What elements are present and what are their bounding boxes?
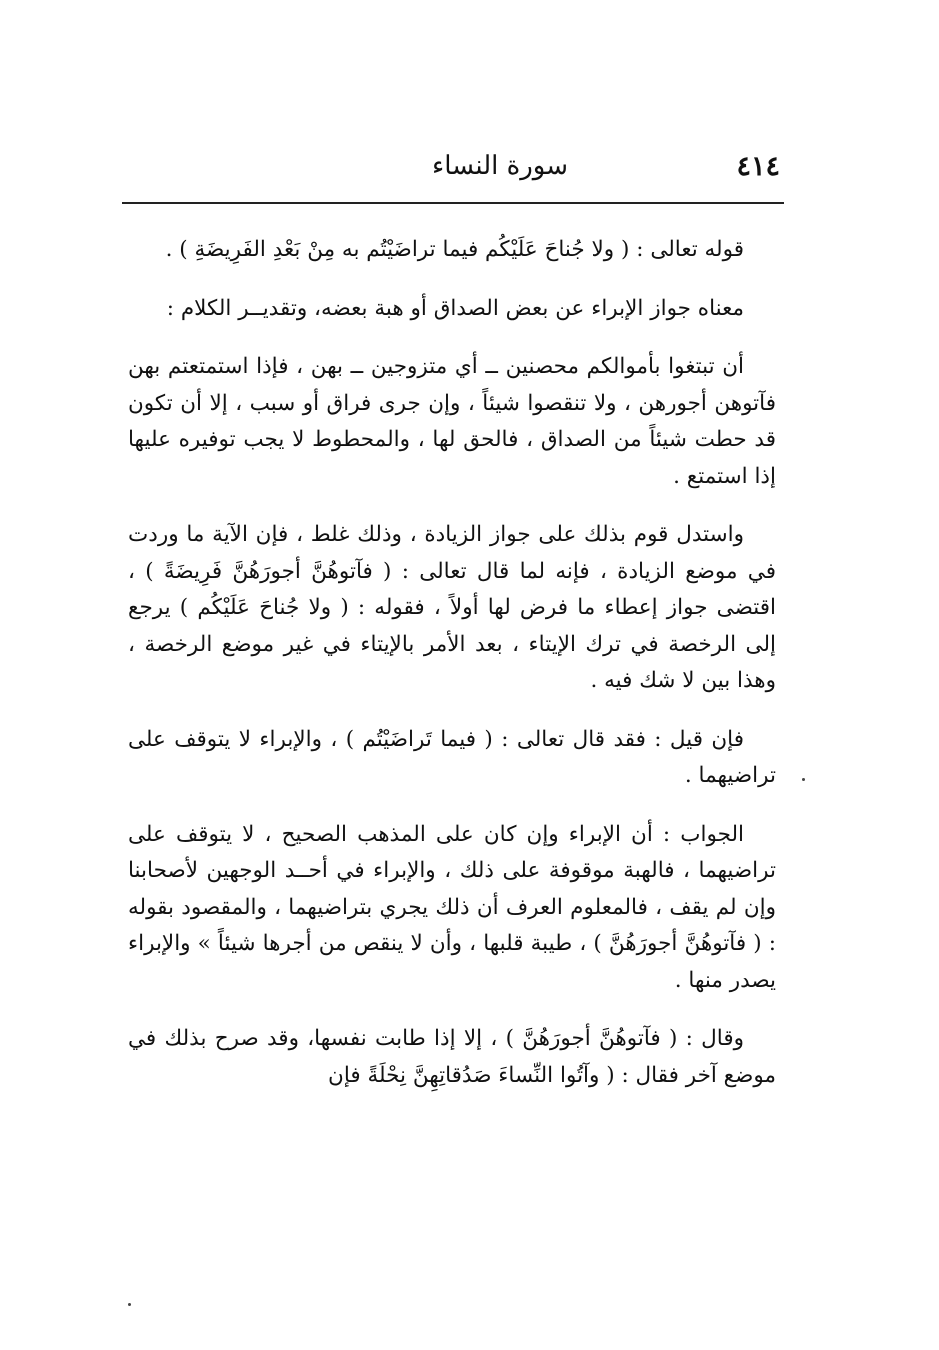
- paragraph: فإن قيل : فقد قال تعالى : ( فيما تَراضَيْتُم ) ، والإبراء لا يتوقف على تراضيهما .: [128, 726, 776, 788]
- scan-speck: [802, 778, 805, 781]
- paragraph: قوله تعالى : ( ولا جُناحَ عَلَيْكُم فيما تراضَيْتُم به مِنْ بَعْدِ الفَرِيضَةِ ) .: [165, 237, 744, 262]
- page-number: ٤١٤: [736, 151, 780, 182]
- body-text: [128, 232, 776, 1116]
- paragraph: الجواب : أن الإبراء وإن كان على المذهب الصحيح ، لا يتوقف على تراضيهما ، فالهبة موقوفة على ذلك ، والإبراء في أحــد الوجهين لأصحابنا وإن لم يقف ، فالمعلوم العرف أن ذلك يجري بتراضيهما ، والمقصود بقوله : ( فآتوهُنَّ أجورَهُنَّ ) ، طيبة قلبها ، وأن لا ينقص من أجرها شيئاً » والإبراء يصدر منها .: [128, 821, 776, 993]
- page-header: [120, 147, 780, 191]
- paragraph: أن تبتغوا بأموالكم محصنين ــ أي متزوجين ــ بهن ، فإذا استمتعتم بهن فآتوهن أجورهن ، ولا تنقصوا شيئاً ، وإن جرى فراق أو سبب ، إلا أن تكون قد حطت شيئاً من الصداق ، فالحق لها ، والمحطوط لا يجب توفيره عليها إذا استمتع .: [128, 354, 776, 489]
- paragraph: معناه جواز الإبراء عن بعض الصداق أو هبة بعضه، وتقديــر الكلام :: [166, 295, 744, 321]
- paragraph: واستدل قوم بذلك على جواز الزيادة ، وذلك غلط ، فإن الآية ما وردت في موضع الزيادة ، فإنه لما قال تعالى : ( فآتوهُنَّ أجورَهُنَّ فَرِيضَةً ) ، اقتضى جواز إعطاء ما فرض لها أولاً ، فقوله : ( ولا جُناحَ عَلَيْكُم ) يرجع إلى الرخصة في ترك الإيتاء ، بعد الأمر بالإيتاء في غير موضع الرخصة ، وهذا بين لا شك فيه .: [128, 522, 776, 693]
- header-divider: [122, 202, 784, 204]
- running-title: سورة النساء: [432, 151, 568, 181]
- paragraph: وقال : ( فآتوهُنَّ أجورَهُنَّ ) ، إلا إذا طابت نفسها، وقد صرح بذلك في موضع آخر فقال : ( وآتُوا النِّساءَ صَدُقاتِهِنَّ نِحْلَةً فإن: [128, 1026, 776, 1088]
- scan-speck: [128, 1303, 131, 1306]
